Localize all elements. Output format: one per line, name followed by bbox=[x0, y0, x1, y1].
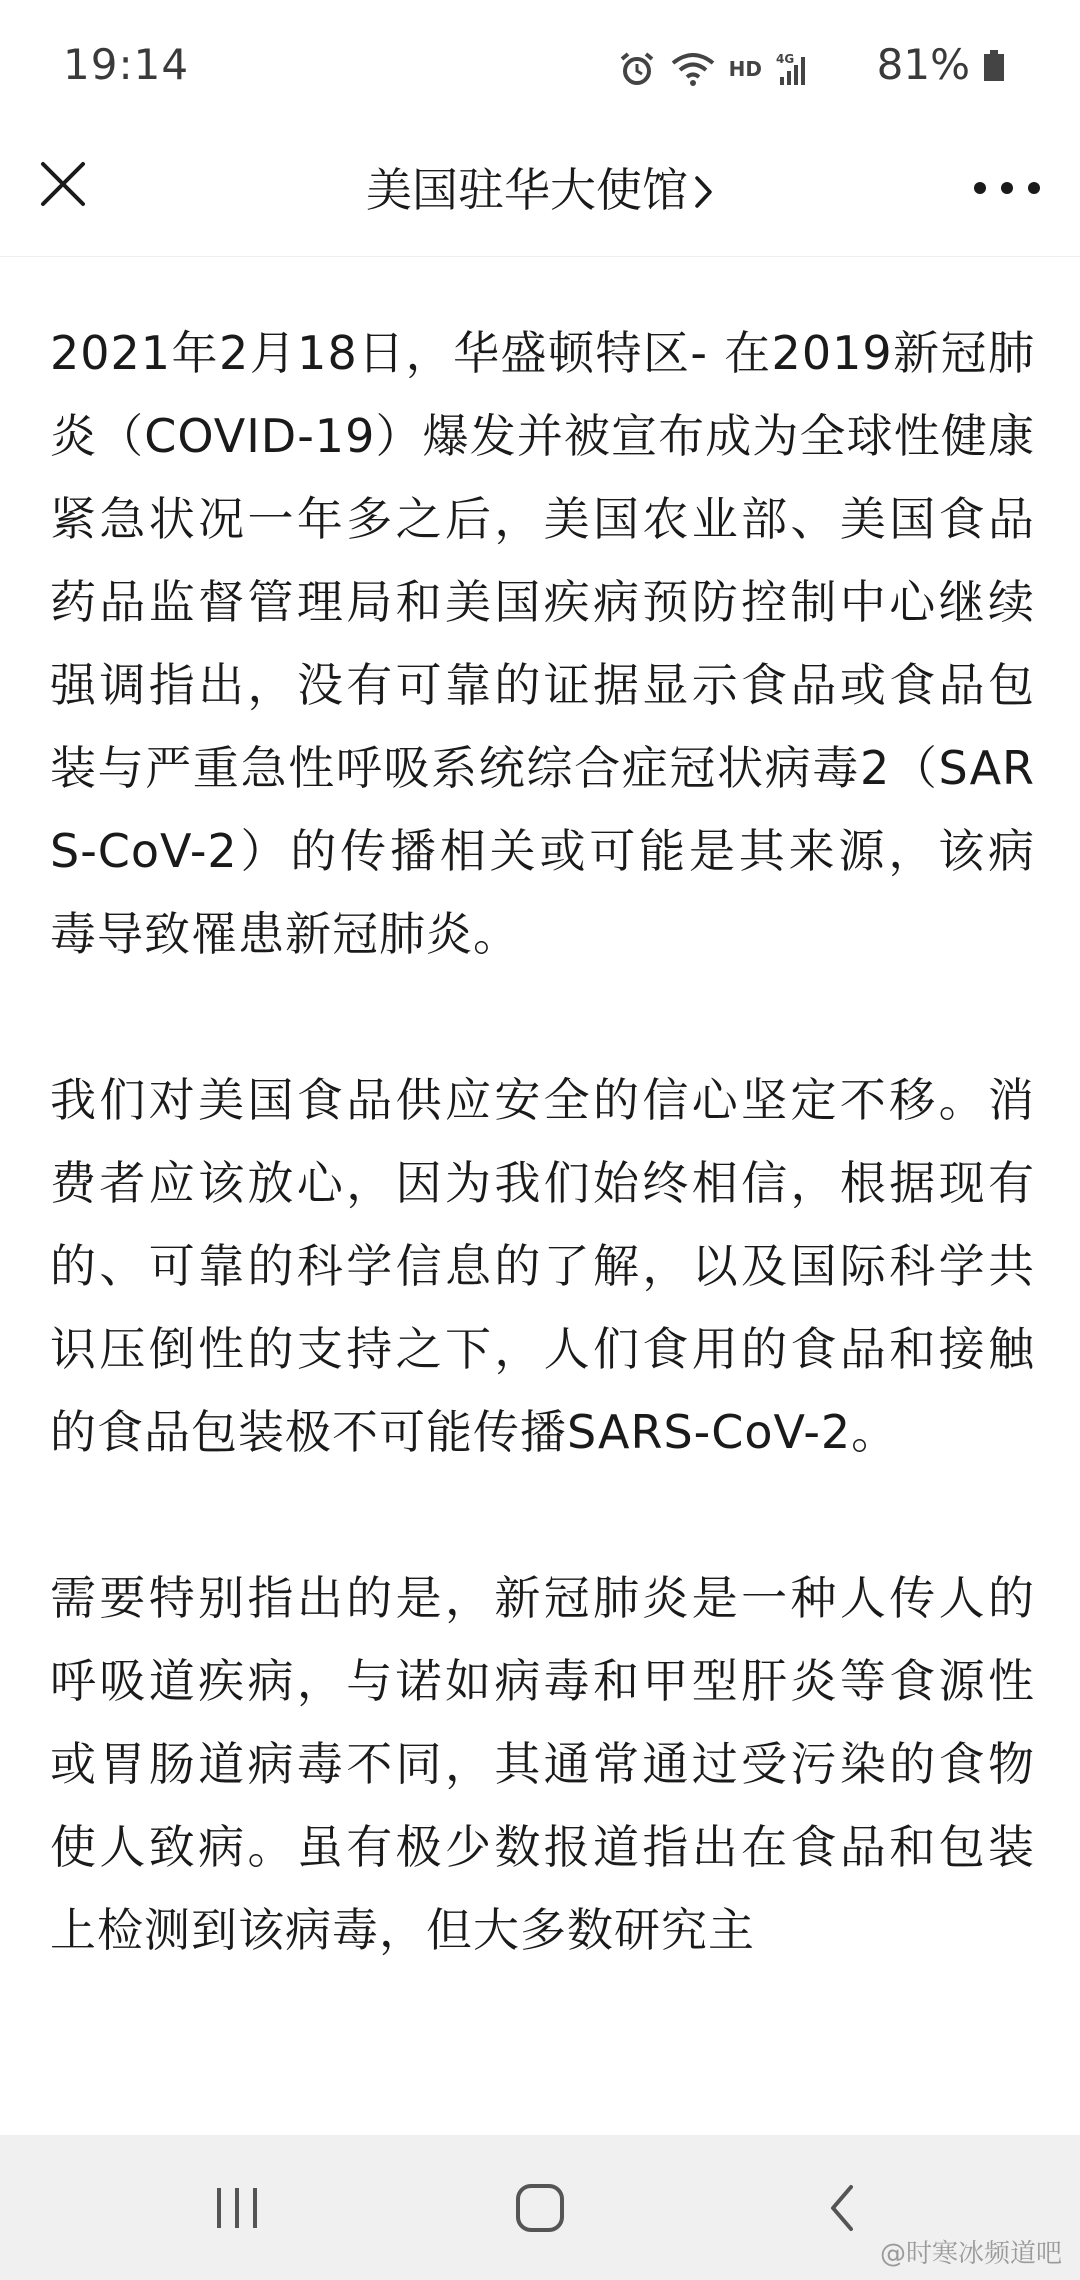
more-icon-dot bbox=[1001, 182, 1013, 194]
back-button[interactable] bbox=[807, 2175, 877, 2245]
recent-apps-button[interactable] bbox=[202, 2175, 272, 2245]
status-bar bbox=[0, 0, 1080, 130]
back-icon bbox=[825, 2183, 859, 2237]
article-paragraph: 我们对美国食品供应安全的信心坚定不移。消费者应该放心，因为我们始终相信，根据现有的、可靠的科学信息的了解，以及国际科学共识压倒性的支持之下，人们食用的食品和接触的食品包装极不可能传播SARS-CoV-2。 bbox=[50, 1073, 1035, 1459]
system-nav-bar bbox=[0, 2135, 1080, 2280]
account-title-link[interactable] bbox=[0, 154, 1080, 221]
watermark: @时寒冰频道吧 bbox=[879, 2239, 1062, 2269]
chevron-right-icon bbox=[694, 167, 714, 221]
more-options-button[interactable] bbox=[974, 168, 1040, 208]
svg-text:4G: 4G bbox=[776, 52, 795, 66]
battery-icon bbox=[983, 50, 1005, 82]
recent-apps-icon bbox=[213, 2185, 261, 2235]
home-icon bbox=[514, 2182, 566, 2238]
status-time: 19:14 bbox=[63, 40, 190, 89]
wifi-icon bbox=[671, 51, 715, 87]
alarm-icon bbox=[617, 49, 657, 89]
page-title: 美国驻华大使馆 bbox=[366, 163, 688, 217]
article-paragraph: 需要特别指出的是，新冠肺炎是一种人传人的呼吸道疾病，与诺如病毒和甲型肝炎等食源性或胃肠道病毒不同，其通常通过受污染的食物使人致病。虽有极少数报道指出在食品和包装上检测到该病毒，但大多数研究主 bbox=[50, 1571, 1035, 1957]
article-body bbox=[50, 312, 1035, 2132]
signal-icon bbox=[776, 51, 810, 87]
status-icons bbox=[617, 44, 810, 94]
battery-percent: 81% bbox=[876, 40, 970, 89]
more-icon-dot bbox=[1028, 182, 1040, 194]
article-paragraph: 2021年2月18日，华盛顿特区- 在2019新冠肺炎（COVID-19）爆发并被宣布成为全球性健康紧急状况一年多之后，美国农业部、美国食品药品监督管理局和美国疾病预防控制中心继续强调指出，没有可靠的证据显示食品或食品包装与严重急性呼吸系统综合症冠状病毒2（SARS-CoV-2）的传播相关或可能是其来源，该病毒导致罹患新冠肺炎。 bbox=[50, 326, 1035, 961]
more-icon-dot bbox=[974, 182, 986, 194]
hd-label: HD bbox=[728, 57, 762, 81]
home-button[interactable] bbox=[505, 2175, 575, 2245]
header-bar bbox=[0, 130, 1080, 257]
